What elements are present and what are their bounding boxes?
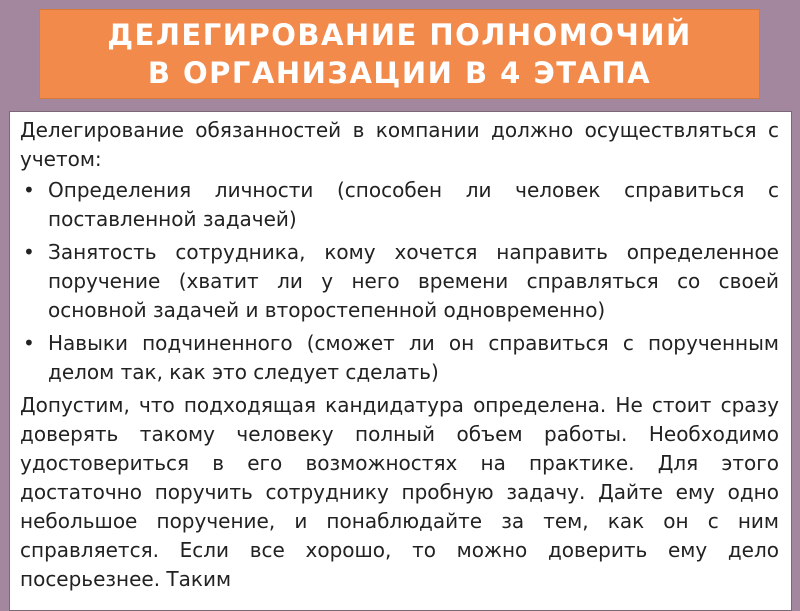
slide-title-line-1: ДЕЛЕГИРОВАНИЕ ПОЛНОМОЧИЙ	[107, 18, 692, 52]
bullet-item	[20, 329, 779, 387]
slide-title-banner	[39, 9, 760, 99]
slide-title-line-2: В ОРГАНИЗАЦИИ В 4 ЭТАПА	[147, 56, 652, 90]
intro-paragraph: Делегирование обязанностей в компании должно осуществляться с учетом:	[20, 118, 779, 171]
slide-content-box	[9, 111, 792, 611]
bullet-text: Навыки подчиненного (сможет ли он справиться с порученным делом так, как это следует сделать)	[48, 331, 779, 384]
bullet-text: Определения личности (способен ли человек справиться с поставленной задачей)	[48, 178, 779, 231]
bullet-icon: •	[23, 240, 35, 264]
bullet-icon: •	[23, 178, 35, 202]
bullet-list	[20, 176, 779, 387]
bullet-text: Занятость сотрудника, кому хочется направить определенное поручение (хватит ли у него времени справляться со своей основной задачей и второстепенной одновременно)	[48, 240, 779, 322]
bullet-item	[20, 176, 779, 234]
closing-paragraph: Допустим, что подходящая кандидатура определена. Не стоит сразу доверять такому человеку полный объем работы. Необходимо удостовериться в его возможностях на практике. Для этого достаточно поручить сотруднику пробную задачу. Дайте ему одно небольшое поручение, и понаблюдайте за тем, как он с ним справляется. Если все хорошо, то можно доверить ему дело посерьезнее. Таким	[20, 393, 779, 591]
bullet-item	[20, 238, 779, 325]
bullet-icon: •	[23, 331, 35, 355]
